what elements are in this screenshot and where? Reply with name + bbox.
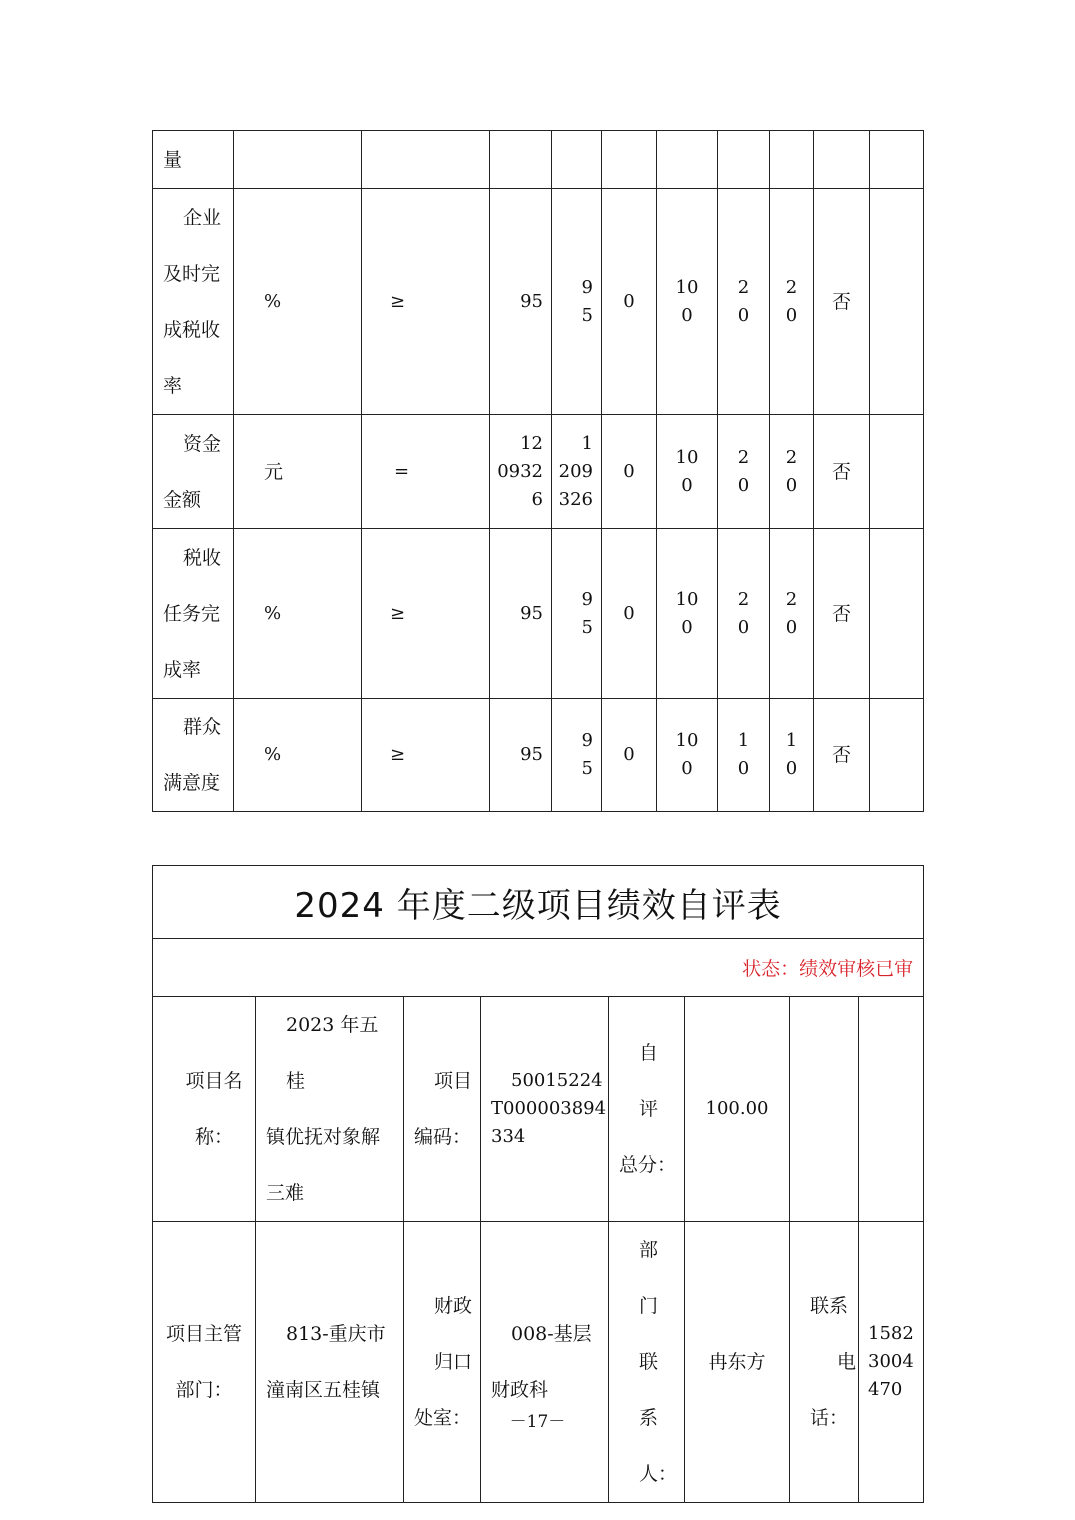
value-cell: 0 [602,529,657,699]
indicator-name: 群众 满意度 [153,699,234,812]
page-number: －17－ [509,1412,566,1432]
table-row [153,131,924,189]
operator-cell: = [362,415,490,529]
table-row [153,529,924,699]
dept-value: 813-重庆市 潼南区五桂镇 [256,1222,404,1503]
value-cell: 2 0 [770,529,814,699]
table-row [153,699,924,812]
value-cell: 0 [602,415,657,529]
indicator-table [152,130,924,812]
project-name-label: 项目名 称： [153,997,256,1222]
value-cell: 0 [602,699,657,812]
target-value: 95 [490,529,552,699]
target-value: 12 0932 6 [490,415,552,529]
value-cell: 2 0 [718,415,770,529]
status-badge: 状态：绩效审核已审 [153,939,924,997]
operator-cell: ≥ [362,699,490,812]
value-cell: 10 0 [657,189,718,415]
indicator-name: 资金 金额 [153,415,234,529]
table-row [153,189,924,415]
indicator-name: 量 [153,131,234,189]
target-value: 95 [490,699,552,812]
actual-value: 9 5 [552,699,602,812]
value-cell: 2 0 [718,189,770,415]
indicator-name: 企业 及时完 成税收 率 [153,189,234,415]
unit-cell: % [234,699,362,812]
project-code-label: 项目 编码： [404,997,481,1222]
target-value: 95 [490,189,552,415]
value-cell: 2 0 [718,529,770,699]
actual-value: 1 209 326 [552,415,602,529]
contact-label: 部门 联系 人： [609,1222,685,1503]
finance-value: 008-基层 财政科 [481,1222,609,1503]
page-title: 2024 年度二级项目绩效自评表 [153,866,924,939]
operator-cell: ≥ [362,529,490,699]
dept-label: 项目主管 部门： [153,1222,256,1503]
flag-cell: 否 [814,189,870,415]
unit-cell: 元 [234,415,362,529]
indicator-name: 税收 任务完 成率 [153,529,234,699]
finance-label: 财政 归口 处室： [404,1222,481,1503]
unit-cell: % [234,529,362,699]
value-cell: 2 0 [770,415,814,529]
table-row [153,1222,924,1503]
phone-value: 1582 3004 470 [859,1222,924,1503]
score-label: 自评 总分： [609,997,685,1222]
value-cell: 10 0 [657,699,718,812]
unit-cell: % [234,189,362,415]
contact-value: 冉东方 [685,1222,790,1503]
value-cell: 10 0 [657,529,718,699]
value-cell: 2 0 [770,189,814,415]
flag-cell: 否 [814,529,870,699]
project-code-value: 50015224 T000003894 334 [481,997,609,1222]
value-cell: 10 0 [657,415,718,529]
operator-cell: ≥ [362,189,490,415]
value-cell: 0 [602,189,657,415]
value-cell: 1 0 [770,699,814,812]
value-cell: 1 0 [718,699,770,812]
table-row [153,415,924,529]
actual-value: 9 5 [552,529,602,699]
project-name-value: 2023 年五桂 镇优抚对象解 三难 [256,997,404,1222]
table-row [153,997,924,1222]
actual-value: 9 5 [552,189,602,415]
flag-cell: 否 [814,699,870,812]
flag-cell: 否 [814,415,870,529]
score-value: 100.00 [685,997,790,1222]
phone-label: 联系 电 话： [790,1222,859,1503]
